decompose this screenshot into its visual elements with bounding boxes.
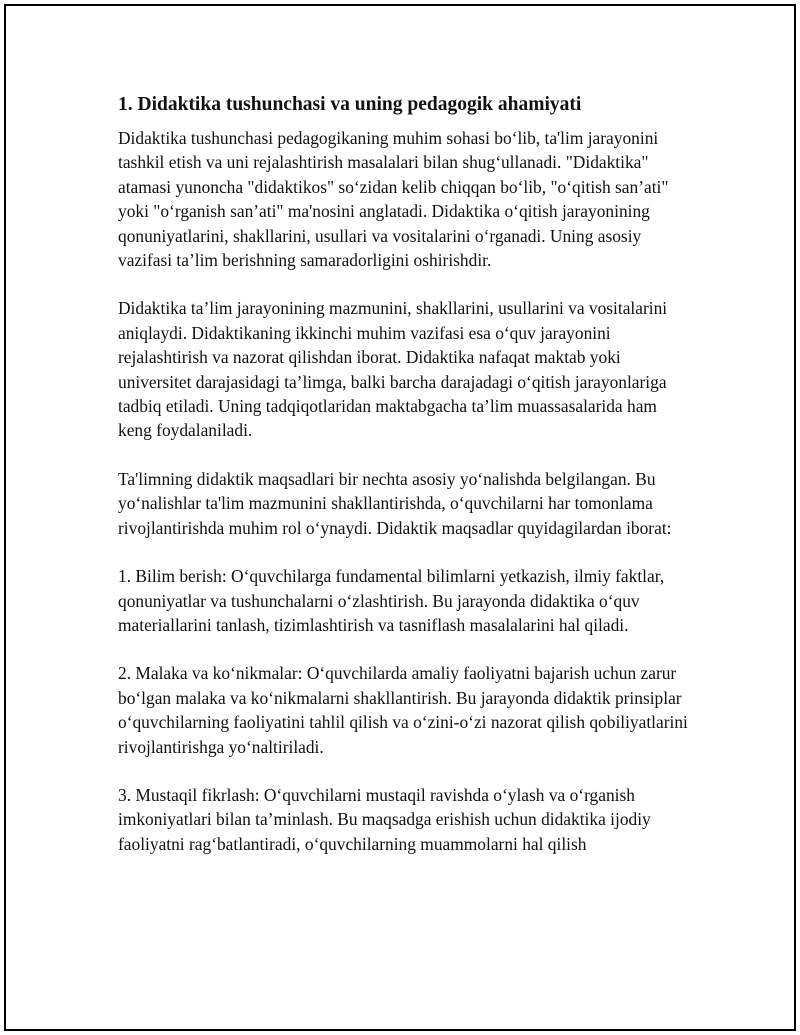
paragraph-goal-skills: 2. Malaka va koʻnikmalar: Oʻquvchilarda amaliy faoliyatni bajarish uchun zarur boʻlgan malaka va koʻnikmalarni shakllantirish. Bu jarayonda didaktik prinsiplar oʻquvchilarning faoliyatini tahlil qilish va oʻzini-oʻzi nazorat qilish qobiliyatlarini rivojlantirishga yoʻnaltiriladi. xyxy=(118,663,688,757)
section-heading: 1. Didaktika tushunchasi va uning pedagogik ahamiyati xyxy=(118,94,582,115)
paragraph-goal-independent-thinking: 3. Mustaqil fikrlash: Oʻquvchilarni mustaqil ravishda oʻylash va oʻrganish imkoniyatlari bilan ta’minlash. Bu maqsadga erishish uchun didaktika ijodiy faoliyatni ragʻbatlantiradi, oʻquvchilarning muammolarni hal qilish xyxy=(118,784,651,854)
paragraph-goal-knowledge: 1. Bilim berish: Oʻquvchilarga fundamental bilimlarni yetkazish, ilmiy faktlar, qonuniyatlar va tushunchalarni oʻzlashtirish. Bu jarayonda didaktika oʻquv materiallarini tanlash, tizimlashtirish va tasniflash masalalarini hal qiladi. xyxy=(118,566,665,635)
paragraph-definition: Didaktika tushunchasi pedagogikaning muhim sohasi boʻlib, ta'lim jarayonini tashkil etish va uni rejalashtirish masalalari bilan shugʻullanadi. "Didaktika" atamasi yunoncha "didaktikos" soʻzidan kelib chiqqan boʻlib, "oʻqitish san’ati" yoki "oʻrganish san’ati" ma'nosini anglatadi. Didaktika oʻqitish jarayonining qonuniyatlarini, shakllarini, usullari va vositalarini oʻrganadi. Uning asosiy vazifasi ta’lim berishning samaradorligini oshirishdir. xyxy=(118,128,669,271)
document-body xyxy=(118,92,690,856)
paragraph-tasks: Didaktika ta’lim jarayonining mazmunini, shakllarini, usullarini va vositalarini aniqlaydi. Didaktikaning ikkinchi muhim vazifasi esa oʻquv jarayonini rejalashtirish va nazorat qilishdan iborat. Didaktika nafaqat maktab yoki universitet darajasidagi ta’limga, balki barcha darajadagi oʻqitish jarayonlariga tadbiq etiladi. Uning tadqiqotlaridan maktabgacha ta’lim muassasalarida ham keng foydalaniladi. xyxy=(118,298,668,441)
paragraph-goals-intro: Ta'limning didaktik maqsadlari bir nechta asosiy yoʻnalishda belgilangan. Bu yoʻnalishlar ta'lim mazmunini shakllantirishda, oʻquvchilarni har tomonlama rivojlantirishda muhim rol oʻynaydi. Didaktik maqsadlar quyidagilardan iborat: xyxy=(118,468,672,538)
